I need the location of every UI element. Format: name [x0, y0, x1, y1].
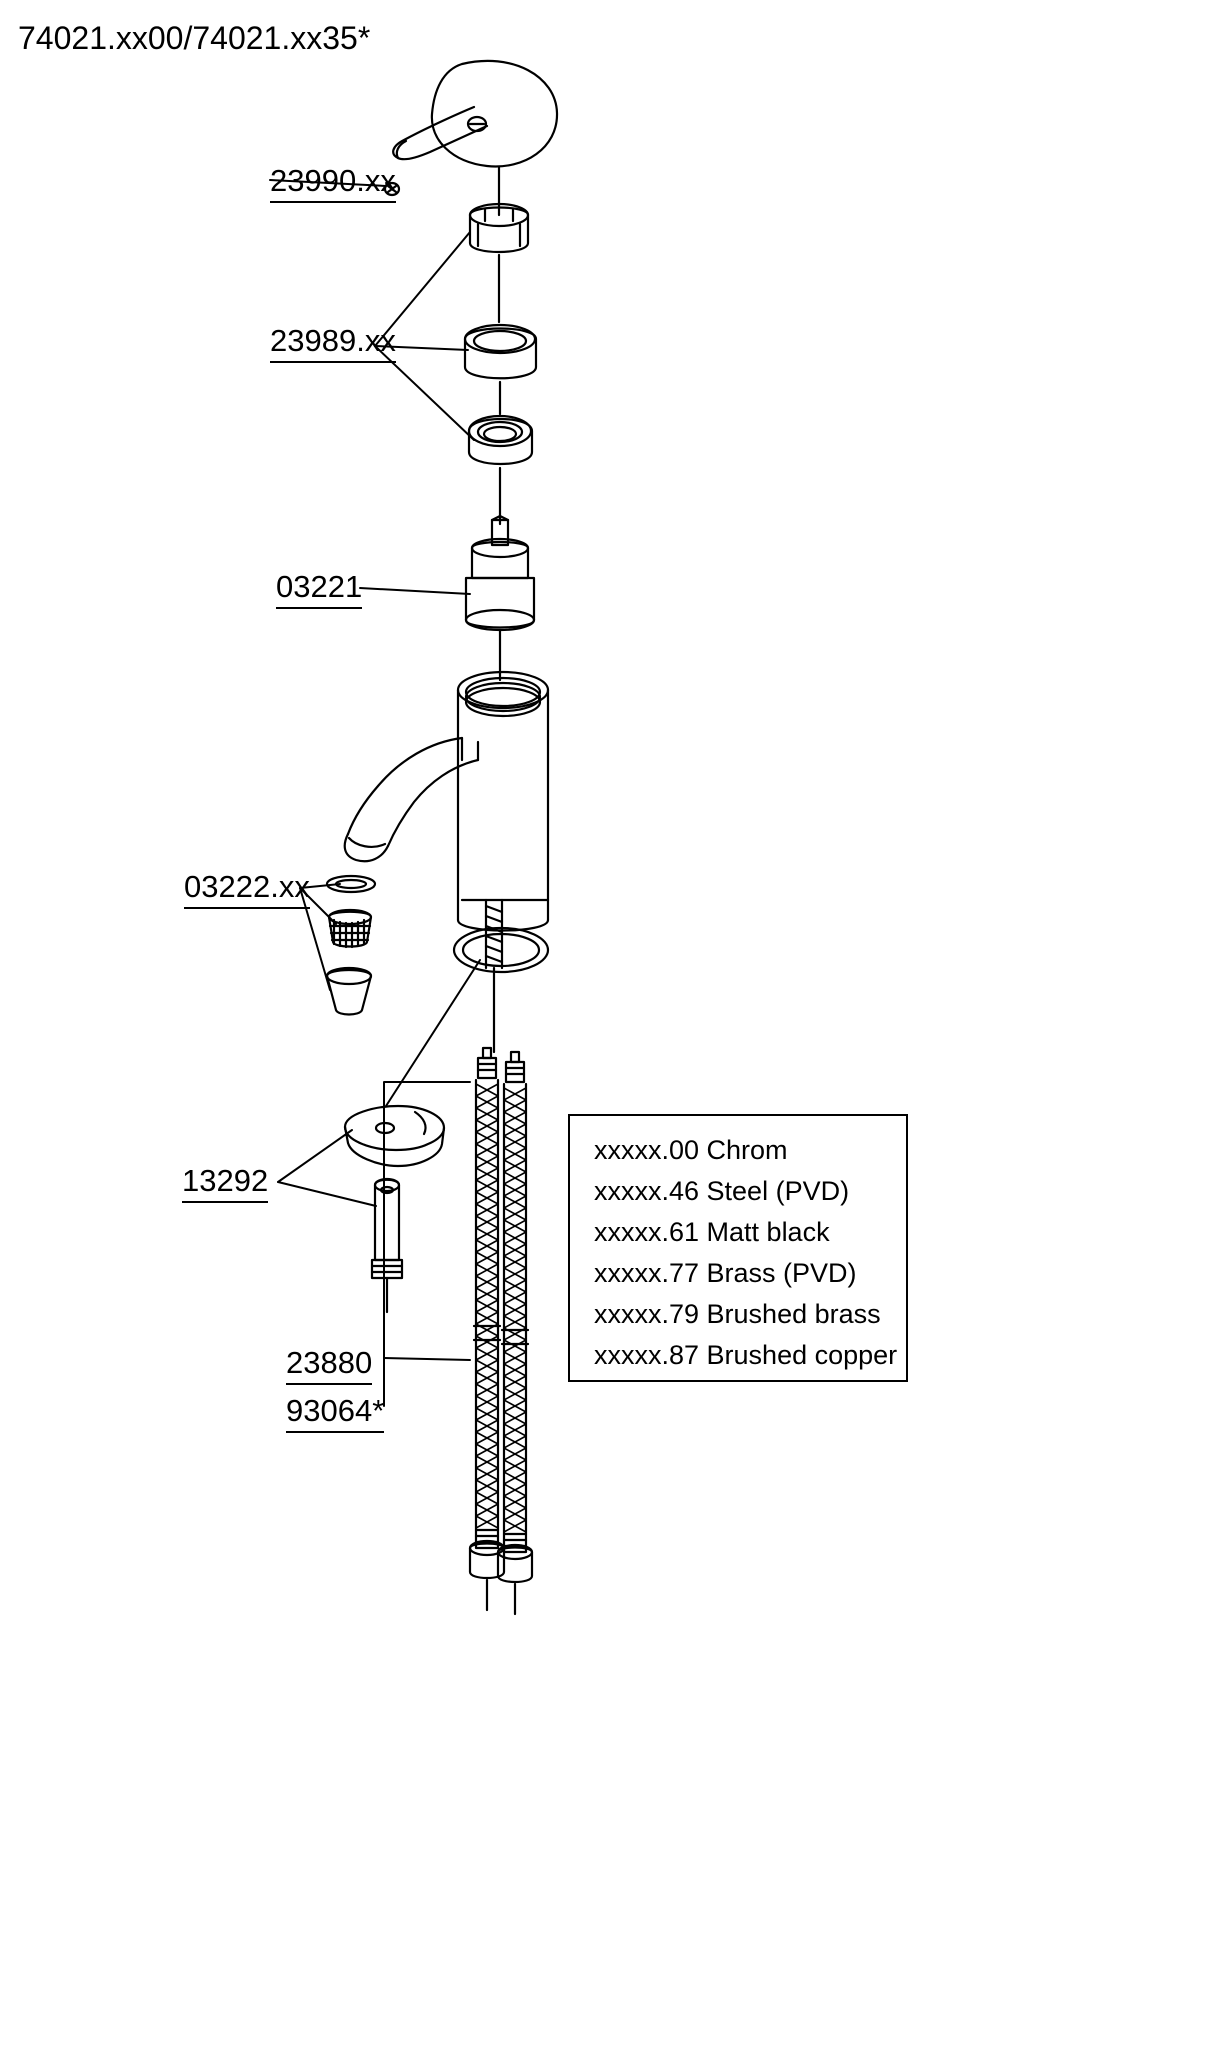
callout-03221: 03221: [276, 569, 362, 609]
callout-23989: 23989.xx: [270, 323, 396, 363]
callout-93064: 93064*: [286, 1393, 384, 1433]
lever-handle: [393, 61, 557, 206]
base-ring: [469, 416, 532, 524]
fixing-bracket: [345, 1106, 444, 1166]
callout-23880: 23880: [286, 1345, 372, 1385]
decorative-sleeve: [465, 325, 536, 414]
legend-line: xxxxx.61 Matt black: [594, 1217, 830, 1247]
fixing-stud: [372, 1179, 402, 1312]
mixer-body: [345, 672, 548, 931]
flex-hose-left: [470, 1048, 504, 1610]
legend-line: xxxxx.46 Steel (PVD): [594, 1176, 850, 1206]
aerator-assembly: [327, 876, 375, 1015]
flex-hose-right: [498, 1052, 532, 1614]
legend-line: xxxxx.77 Brass (PVD): [594, 1258, 857, 1288]
page-title: 74021.xx00/74021.xx35*: [18, 20, 371, 56]
finish-code-legend: [568, 1114, 908, 1382]
cartridge: [466, 516, 534, 680]
callout-03222: 03222.xx: [184, 869, 310, 909]
callout-13292: 13292: [182, 1163, 268, 1203]
legend-line: xxxxx.00 Chrom: [594, 1135, 788, 1165]
legend-line: xxxxx.87 Brushed copper: [594, 1340, 898, 1370]
spline-collar: [470, 204, 528, 322]
legend-line: xxxxx.79 Brushed brass: [594, 1299, 881, 1329]
threaded-shank: [486, 900, 502, 1052]
callout-23990: 23990.xx: [270, 163, 396, 203]
